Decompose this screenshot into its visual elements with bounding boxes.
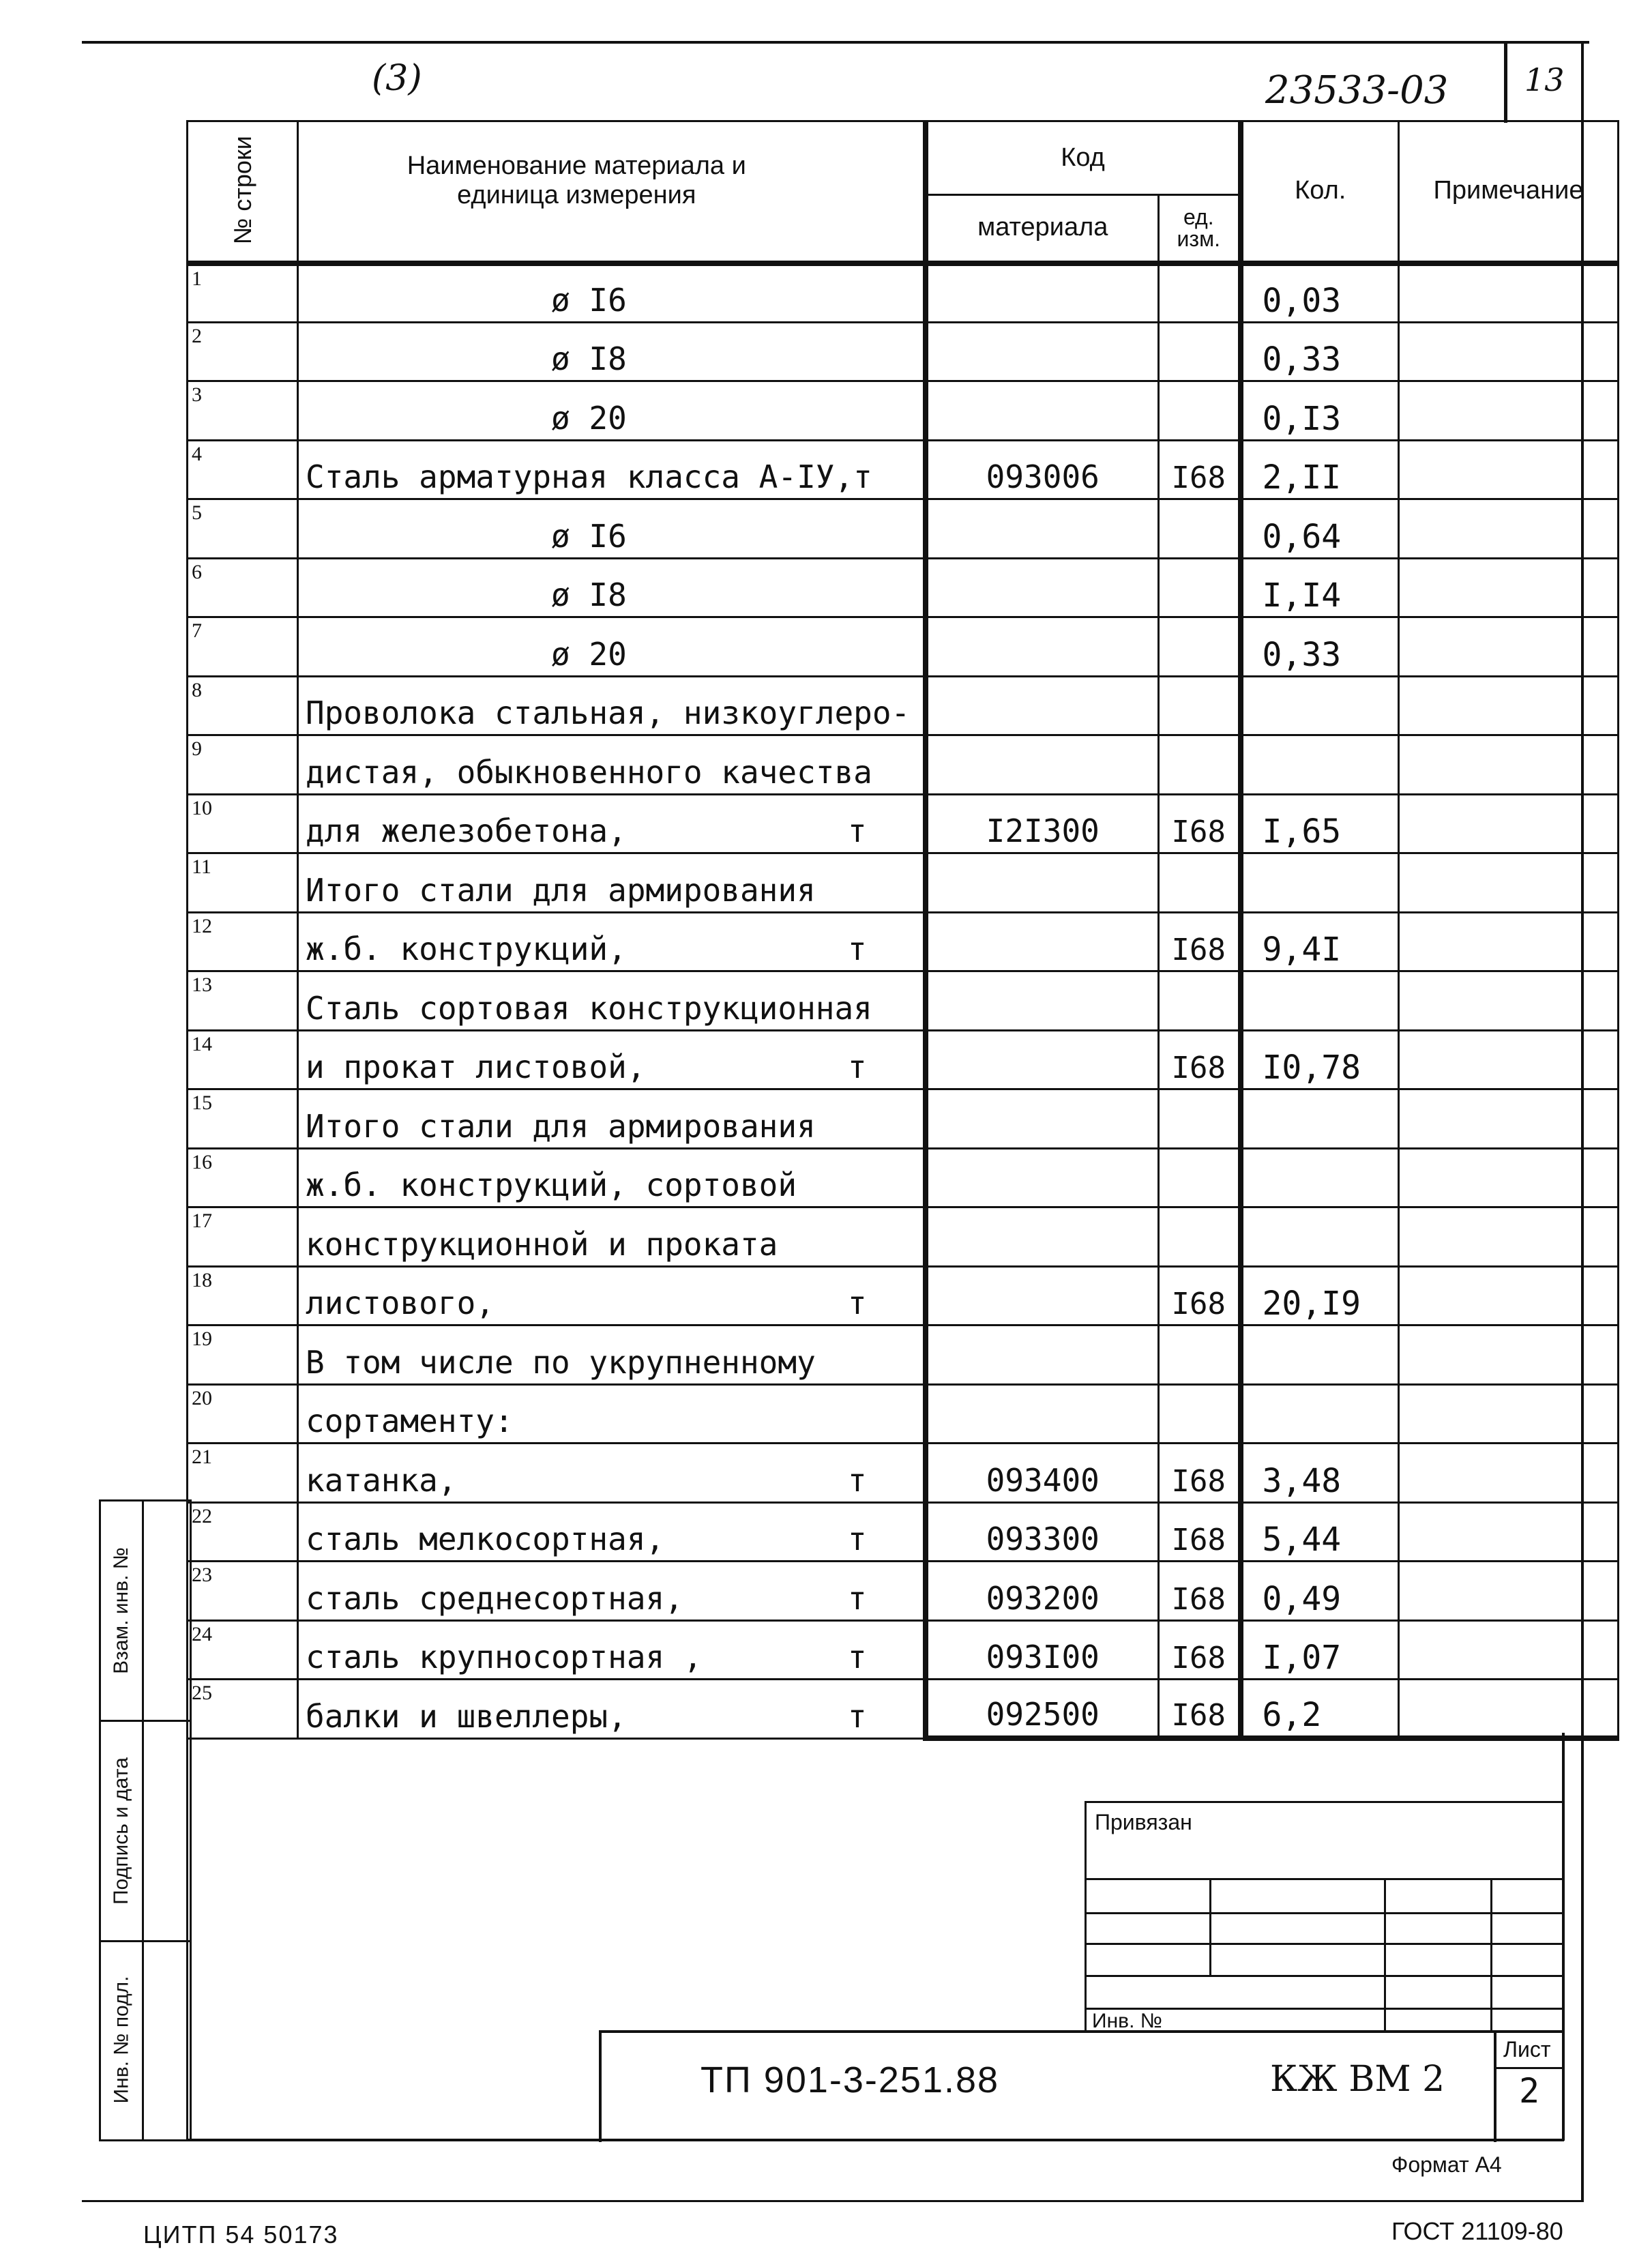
- quantity-cell: I,07: [1241, 1620, 1399, 1680]
- table-row: [188, 1384, 1619, 1444]
- note-cell: [1399, 1562, 1619, 1621]
- material-code-cell: [926, 381, 1159, 441]
- sheet-code: КЖ ВМ 2: [1270, 2059, 1445, 2100]
- material-code-cell: [926, 322, 1159, 381]
- col-row-number: № строки: [188, 121, 298, 263]
- note-cell: [1399, 1620, 1619, 1680]
- note-cell: [1399, 558, 1619, 617]
- quantity-cell: 0,I3: [1241, 381, 1399, 441]
- unit-code-cell: [1159, 1089, 1241, 1149]
- material-name-text: сталь мелкосортная,: [306, 1521, 665, 1557]
- row-number-cell: 23: [188, 1562, 298, 1621]
- material-name-cell: [298, 1325, 926, 1385]
- unit-code-cell: [1159, 1384, 1241, 1444]
- material-name-text: сталь крупносортная ,: [306, 1639, 703, 1675]
- unit-code-cell: [1159, 1207, 1241, 1267]
- material-code-cell: [926, 676, 1159, 735]
- row-number-cell: 24: [188, 1620, 298, 1680]
- material-code-cell: [926, 1030, 1159, 1089]
- side-cell-inv-podl: [101, 1942, 190, 2137]
- material-name-cell: [298, 1148, 926, 1207]
- quantity-cell: I,65: [1241, 794, 1399, 853]
- material-name-text: Проволока стальная, низкоуглеро-: [306, 694, 911, 731]
- doc-designation: ТП 901-3-251.88: [700, 2060, 1000, 2100]
- unit-letter: т: [847, 1579, 867, 1617]
- gost-code: ГОСТ 21109-80: [1391, 2217, 1563, 2245]
- row-number-cell: 9: [188, 735, 298, 795]
- table-row: [188, 794, 1619, 853]
- material-code-cell: [926, 912, 1159, 971]
- material-name-text: ø 20: [551, 399, 627, 437]
- binding-row-line-2: [1087, 1912, 1564, 1914]
- material-name-cell: [298, 1562, 926, 1621]
- material-name-cell: [298, 1089, 926, 1149]
- format-label: Формат А4: [1391, 2152, 1502, 2177]
- material-name-cell: [298, 499, 926, 559]
- material-name-text: ø I8: [551, 576, 627, 613]
- unit-code-cell: [1159, 1148, 1241, 1207]
- row-number-cell: 14: [188, 1030, 298, 1089]
- material-name-text: и прокат листовой,: [306, 1049, 646, 1085]
- material-name-cell: [298, 558, 926, 617]
- material-name-text: Итого стали для армирования: [306, 1107, 816, 1145]
- binding-row-line-4: [1087, 1975, 1564, 1977]
- unit-code-cell: [1159, 381, 1241, 441]
- binding-col-line-1: [1209, 1878, 1211, 1975]
- table-row: [188, 322, 1619, 381]
- material-code-cell: [926, 1089, 1159, 1149]
- material-name-text: ø I6: [551, 281, 627, 319]
- material-name-cell: [298, 912, 926, 971]
- signature-date-label: Подпись и дата: [110, 1757, 132, 1905]
- left-side-stamp: [99, 1499, 192, 2141]
- unit-code-cell: I68: [1159, 1620, 1241, 1680]
- col-name: Наименование материала и единица измерения: [298, 121, 926, 263]
- quantity-cell: [1241, 1384, 1399, 1444]
- material-name-text: для железобетона,: [306, 812, 627, 849]
- material-name-cell: [298, 263, 926, 323]
- row-number-cell: 13: [188, 971, 298, 1031]
- table-row: [188, 1089, 1619, 1149]
- unit-code-cell: I68: [1159, 794, 1241, 853]
- table-row: [188, 1148, 1619, 1207]
- unit-code-cell: I68: [1159, 1030, 1241, 1089]
- material-code-cell: 093300: [926, 1502, 1159, 1562]
- material-name-text: Сталь арматурная класса А-IУ,т: [306, 458, 872, 495]
- unit-code-cell: I68: [1159, 1266, 1241, 1325]
- quantity-cell: [1241, 853, 1399, 913]
- material-name-cell: [298, 322, 926, 381]
- side-cell-signature: [101, 1722, 190, 1942]
- binding-col-line-3: [1490, 1878, 1492, 2032]
- sheet-label-line: [1494, 2067, 1565, 2069]
- side-divider: [142, 1501, 144, 2139]
- row-number-cell: 4: [188, 440, 298, 499]
- note-cell: [1399, 1325, 1619, 1385]
- frame-left: [186, 1733, 188, 2141]
- material-code-cell: [926, 1266, 1159, 1325]
- quantity-cell: [1241, 676, 1399, 735]
- note-cell: [1399, 912, 1619, 971]
- material-code-cell: [926, 263, 1159, 323]
- quantity-cell: [1241, 1089, 1399, 1149]
- note-cell: [1399, 1148, 1619, 1207]
- note-cell: [1399, 794, 1619, 853]
- material-code-cell: 093006: [926, 440, 1159, 499]
- table-row: [188, 676, 1619, 735]
- unit-letter: т: [847, 1049, 867, 1085]
- row-number-cell: 21: [188, 1444, 298, 1503]
- material-name-cell: [298, 971, 926, 1031]
- material-name-cell: [298, 381, 926, 441]
- row-number-cell: 7: [188, 617, 298, 677]
- note-cell: [1399, 263, 1619, 323]
- material-code-cell: [926, 971, 1159, 1031]
- note-cell: [1399, 1384, 1619, 1444]
- table-row: [188, 381, 1619, 441]
- material-name-text: ø I8: [551, 340, 627, 377]
- unit-code-cell: I68: [1159, 440, 1241, 499]
- sheet-divider: [1494, 2033, 1496, 2142]
- quantity-cell: I,I4: [1241, 558, 1399, 617]
- material-name-text: ж.б. конструкций, сортовой: [306, 1167, 797, 1203]
- materials-table: [186, 120, 1619, 1741]
- note-cell: [1399, 1089, 1619, 1149]
- doc-code: 23533-03: [1265, 68, 1449, 113]
- quantity-cell: 2,II: [1241, 440, 1399, 499]
- material-name-cell: [298, 617, 926, 677]
- row-number-cell: 2: [188, 322, 298, 381]
- quantity-cell: [1241, 971, 1399, 1031]
- unit-code-cell: [1159, 617, 1241, 677]
- material-name-text: ø 20: [551, 635, 627, 673]
- binding-col-line-2: [1384, 1878, 1386, 2032]
- row-number-cell: 20: [188, 1384, 298, 1444]
- inv-no-podl-label: Инв. № подл.: [110, 1976, 132, 2104]
- material-name-cell: [298, 1502, 926, 1562]
- note-cell: [1399, 1444, 1619, 1503]
- material-name-cell: [298, 1207, 926, 1267]
- table-row: [188, 617, 1619, 677]
- row-number-cell: 3: [188, 381, 298, 441]
- row-number-cell: 8: [188, 676, 298, 735]
- note-cell: [1399, 440, 1619, 499]
- material-name-text: дистая, обыкновенного качества: [306, 753, 872, 791]
- table-row: [188, 1207, 1619, 1267]
- note-cell: [1399, 617, 1619, 677]
- quantity-cell: [1241, 1325, 1399, 1385]
- binding-label: Привязан: [1095, 1810, 1192, 1834]
- quantity-cell: 9,4I: [1241, 912, 1399, 971]
- quantity-cell: 0,03: [1241, 263, 1399, 323]
- col-note: Примечание: [1399, 121, 1619, 263]
- material-code-cell: [926, 1148, 1159, 1207]
- note-cell: [1399, 735, 1619, 795]
- unit-code-cell: [1159, 735, 1241, 795]
- note-cell: [1399, 1207, 1619, 1267]
- inv-label: Инв. №: [1092, 2010, 1162, 2032]
- material-code-cell: 093I00: [926, 1620, 1159, 1680]
- binding-block: [1085, 1801, 1564, 2032]
- row-number-cell: 22: [188, 1502, 298, 1562]
- unit-code-cell: [1159, 853, 1241, 913]
- table-row: [188, 1562, 1619, 1621]
- sheet-label: Лист: [1503, 2037, 1551, 2062]
- unit-letter: т: [847, 1697, 867, 1735]
- row-number-cell: 15: [188, 1089, 298, 1149]
- unit-code-cell: [1159, 322, 1241, 381]
- table-row: [188, 263, 1619, 323]
- table-row: [188, 1325, 1619, 1385]
- unit-letter: т: [847, 1285, 867, 1321]
- binding-row-line-1: [1087, 1878, 1564, 1880]
- material-name-cell: [298, 1384, 926, 1444]
- note-cell: [1399, 1680, 1619, 1739]
- quantity-cell: 0,33: [1241, 322, 1399, 381]
- note-cell: [1399, 971, 1619, 1031]
- col-qty: Кол.: [1241, 121, 1399, 263]
- unit-code-cell: I68: [1159, 912, 1241, 971]
- sheet-marker: (3): [372, 58, 422, 99]
- material-code-cell: [926, 1207, 1159, 1267]
- material-code-cell: 093200: [926, 1562, 1159, 1621]
- row-number-cell: 12: [188, 912, 298, 971]
- quantity-cell: 0,49: [1241, 1562, 1399, 1621]
- material-code-cell: I2I300: [926, 794, 1159, 853]
- note-cell: [1399, 1502, 1619, 1562]
- material-name-text: ø I6: [551, 517, 627, 555]
- unit-letter: т: [847, 931, 867, 967]
- unit-code-cell: [1159, 1325, 1241, 1385]
- row-number-cell: 11: [188, 853, 298, 913]
- material-name-text: сталь среднесортная,: [306, 1579, 683, 1617]
- unit-code-cell: I68: [1159, 1680, 1241, 1739]
- note-cell: [1399, 1266, 1619, 1325]
- material-name-text: ж.б. конструкций,: [306, 931, 627, 967]
- page-number-divider: [1504, 41, 1507, 123]
- note-cell: [1399, 1030, 1619, 1089]
- table-row: [188, 499, 1619, 559]
- material-name-text: конструкционной и проката: [306, 1225, 778, 1263]
- material-name-text: сортаменту:: [306, 1403, 514, 1439]
- note-cell: [1399, 499, 1619, 559]
- side-cell-vzam: [101, 1501, 190, 1722]
- material-name-cell: [298, 440, 926, 499]
- material-name-text: балки и швеллеры,: [306, 1697, 627, 1735]
- row-number-cell: 17: [188, 1207, 298, 1267]
- note-cell: [1399, 853, 1619, 913]
- material-code-cell: [926, 1325, 1159, 1385]
- table-row: [188, 853, 1619, 913]
- unit-letter: т: [847, 1461, 867, 1499]
- quantity-cell: I0,78: [1241, 1030, 1399, 1089]
- bottom-rule: [82, 2200, 1584, 2202]
- unit-code-cell: [1159, 971, 1241, 1031]
- unit-code-cell: [1159, 499, 1241, 559]
- table-row: [188, 1030, 1619, 1089]
- unit-code-cell: I68: [1159, 1562, 1241, 1621]
- material-code-cell: [926, 1384, 1159, 1444]
- material-name-text: Сталь сортовая конструкционная: [306, 989, 872, 1027]
- printer-code: ЦИТП 54 50173: [143, 2221, 339, 2248]
- quantity-cell: 0,64: [1241, 499, 1399, 559]
- sheet-number: 2: [1519, 2071, 1540, 2111]
- row-number-cell: 10: [188, 794, 298, 853]
- row-number-cell: 25: [188, 1680, 298, 1739]
- top-rule: [82, 41, 1589, 44]
- vzam-inv-label: Взам. инв. №: [110, 1547, 133, 1674]
- note-cell: [1399, 381, 1619, 441]
- unit-letter: т: [847, 1521, 867, 1557]
- row-number-cell: 6: [188, 558, 298, 617]
- quantity-cell: [1241, 735, 1399, 795]
- material-name-cell: [298, 1680, 926, 1739]
- material-name-text: Итого стали для армирования: [306, 871, 816, 909]
- note-cell: [1399, 322, 1619, 381]
- material-code-cell: [926, 853, 1159, 913]
- row-number-cell: 19: [188, 1325, 298, 1385]
- material-name-cell: [298, 735, 926, 795]
- table-row: [188, 1680, 1619, 1739]
- page-number: 13: [1524, 61, 1565, 98]
- unit-code-cell: [1159, 558, 1241, 617]
- material-name-text: В том числе по укрупненному: [306, 1343, 816, 1381]
- quantity-cell: 6,2: [1241, 1680, 1399, 1739]
- row-number-cell: 16: [188, 1148, 298, 1207]
- col-unit: ед. изм.: [1159, 195, 1241, 263]
- row-number-cell: 1: [188, 263, 298, 323]
- quantity-cell: 5,44: [1241, 1502, 1399, 1562]
- material-code-cell: [926, 735, 1159, 795]
- unit-code-cell: [1159, 676, 1241, 735]
- material-name-cell: [298, 1620, 926, 1680]
- quantity-cell: [1241, 1148, 1399, 1207]
- col-material: материала: [926, 195, 1159, 263]
- material-name-cell: [298, 1030, 926, 1089]
- material-code-cell: 092500: [926, 1680, 1159, 1739]
- binding-row-line-3: [1087, 1943, 1564, 1945]
- table-row: [188, 971, 1619, 1031]
- unit-letter: т: [847, 812, 867, 849]
- material-code-cell: 093400: [926, 1444, 1159, 1503]
- unit-code-cell: I68: [1159, 1444, 1241, 1503]
- unit-letter: т: [847, 1639, 867, 1675]
- quantity-cell: 0,33: [1241, 617, 1399, 677]
- material-name-cell: [298, 853, 926, 913]
- material-name-text: листового,: [306, 1285, 495, 1321]
- table-row: [188, 1266, 1619, 1325]
- unit-code-cell: I68: [1159, 1502, 1241, 1562]
- quantity-cell: [1241, 1207, 1399, 1267]
- material-code-cell: [926, 499, 1159, 559]
- table-row: [188, 912, 1619, 971]
- table-row: [188, 558, 1619, 617]
- material-code-cell: [926, 558, 1159, 617]
- table-row: [188, 1620, 1619, 1680]
- note-cell: [1399, 676, 1619, 735]
- quantity-cell: 20,I9: [1241, 1266, 1399, 1325]
- material-name-text: катанка,: [306, 1461, 457, 1499]
- unit-code-cell: [1159, 263, 1241, 323]
- material-name-cell: [298, 1266, 926, 1325]
- table-row: [188, 1444, 1619, 1503]
- material-name-cell: [298, 676, 926, 735]
- table-row: [188, 735, 1619, 795]
- table-row: [188, 440, 1619, 499]
- material-name-cell: [298, 1444, 926, 1503]
- material-name-cell: [298, 794, 926, 853]
- row-number-cell: 5: [188, 499, 298, 559]
- col-code-group: Код: [926, 121, 1241, 195]
- material-code-cell: [926, 617, 1159, 677]
- row-number-cell: 18: [188, 1266, 298, 1325]
- title-block: [599, 2030, 1565, 2142]
- quantity-cell: 3,48: [1241, 1444, 1399, 1503]
- table-row: [188, 1502, 1619, 1562]
